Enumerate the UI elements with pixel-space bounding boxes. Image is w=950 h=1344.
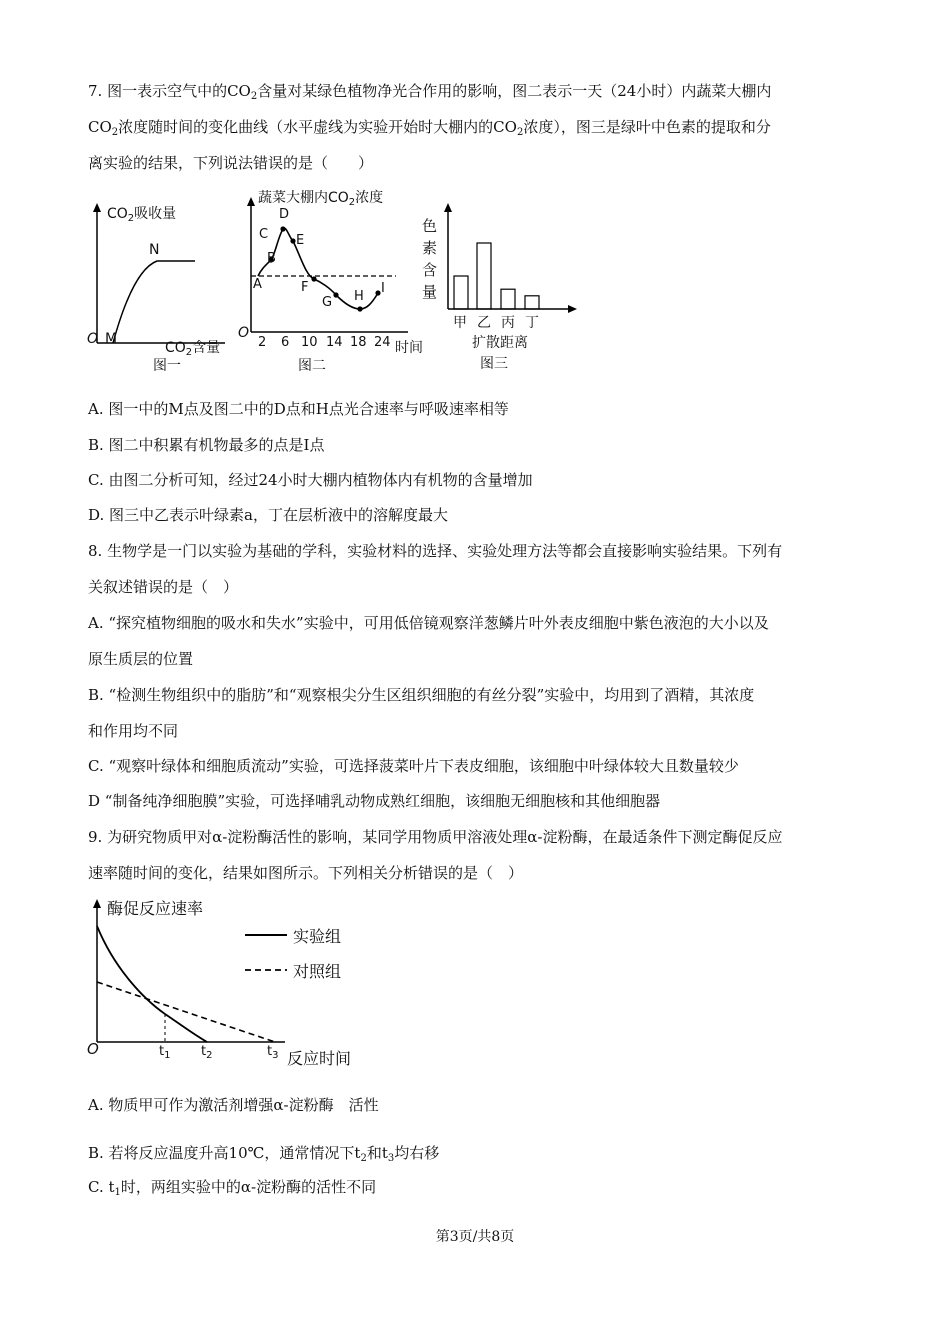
figure-3-ylabel-char: 含 [422,261,438,279]
figure-q9-origin: O [87,1040,99,1058]
figure-3-bar-label: 丁 [525,315,539,331]
q9-stem-line1: 9. 为研究物质甲对α-淀粉酶活性的影响，某同学用物质甲溶液处理α-淀粉酶，在最适条件下测定酶促反应 [88,828,783,846]
tick-t3: $t_3$ [267,1044,279,1061]
figure-2-point-e: E [296,233,305,248]
figure-3-bar [525,296,539,309]
legend-control-label: 对照组 [293,962,342,981]
figure-3-bar [501,289,515,309]
figure-2-point-i: I [381,281,385,296]
figure-2-point-f: F [301,280,309,295]
figure-3-bar-label: 乙 [477,315,491,331]
q9-option-c: C. $t_1$时，两组实验中的α-淀粉酶的活性不同 [88,1178,377,1198]
q7-stem-line2: $CO_2$浓度随时间的变化曲线（水平虚线为实验开始时大棚内的$CO_2$浓度），图三是绿叶中色素的提取和分 [88,118,771,138]
q8-stem-line1: 8. 生物学是一门以实验为基础的学科，实验材料的选择、实验处理方法等都会直接影响实验结果。下列有 [88,542,783,560]
figure-2-xtick: 14 [326,335,343,350]
figure-3-bar-label: 甲 [453,315,467,331]
q8-option-c: C. “观察叶绿体和细胞质流动”实验，可选择菠菜叶片下表皮细胞，该细胞中叶绿体较大且数量较少 [88,757,739,775]
q7-stem-line3: 离实验的结果，下列说法错误的是（ ） [88,154,374,172]
q9-option-a: A. 物质甲可作为激活剂增强α-淀粉酶 活性 [88,1096,379,1114]
legend-experiment-label: 实验组 [293,927,342,946]
figure-2-caption: 图二 [298,358,326,374]
figure-3-graphic [420,195,585,315]
q9-stem-line2: 速率随时间的变化，结果如图所示。下列相关分析错误的是（ ） [88,864,524,882]
figure-2-xlabel: 时间 [395,340,423,356]
figure-2-origin: O [238,325,250,341]
figure-1 [85,195,235,380]
figure-3-ylabel-char: 素 [422,239,438,257]
figure-3-caption: 图三 [480,356,508,372]
tick-t1: $t_1$ [159,1044,171,1061]
figure-q9 [85,890,375,1070]
q8-option-d: D “制备纯净细胞膜”实验，可选择哺乳动物成熟红细胞，该细胞无细胞核和其他细胞器 [88,792,661,810]
figure-1-xlabel: $CO_2$含量 [165,340,221,358]
figure-3-ylabel-char: 量 [422,283,438,301]
figure-2-xtick: 24 [374,335,391,350]
figure-q9-ylabel: 酶促反应速率 [107,899,204,918]
figure-3-xlabel: 扩散距离 [472,335,528,351]
q8-stem-line2: 关叙述错误的是（ ） [88,578,239,596]
q7-stem-line1: 7. 图一表示空气中的$CO_2$含量对某绿色植物净光合作用的影响，图二表示一天（24小时）内蔬菜大棚内 [88,82,772,102]
figure-3-bar-label: 丙 [501,315,515,331]
figure-3 [420,195,585,380]
experiment-curve [97,926,207,1042]
figure-3-bar [454,276,468,309]
figure-1-point-m: M [105,331,118,347]
figure-1-curve [113,261,195,343]
q8-option-a-line2: 原生质层的位置 [88,650,194,668]
figure-2-point-a: A [253,277,262,292]
figure-2-point-c: C [259,227,269,242]
figure-3-ylabel-char: 色 [422,217,438,235]
q7-option-c: C. 由图二分析可知，经过24小时大棚内植物体内有机物的含量增加 [88,471,533,489]
q9-option-b: B. 若将反应温度升高10℃，通常情况下$t_2$和$t_3$均右移 [88,1144,440,1164]
figure-2 [238,185,438,380]
q8-option-b-line1: B. “检测生物组织中的脂肪”和“观察根尖分生区组织细胞的有丝分裂”实验中，均用到了酒精，其浓度 [88,686,755,704]
figure-2-point-h: H [354,289,364,304]
page-footer: 第3页/共8页 [435,1229,515,1245]
figure-2-point-g: G [322,295,333,310]
q7-option-b: B. 图二中积累有机物最多的点是I点 [88,436,325,454]
figure-3-bar [477,243,491,309]
tick-t2: $t_2$ [201,1044,213,1061]
figure-1-origin: O [87,331,99,347]
control-curve [97,982,275,1042]
figure-1-ylabel: $CO_2$吸收量 [107,206,177,224]
figure-2-title: 蔬菜大棚内$CO_2$浓度 [258,190,384,208]
figure-2-point-b: B [267,251,276,266]
figure-2-xtick: 18 [350,335,367,350]
q8-option-b-line2: 和作用均不同 [88,722,179,740]
figure-2-xtick: 6 [281,335,290,350]
figure-q9-xlabel: 反应时间 [287,1049,352,1068]
figure-2-point-d: D [279,207,290,222]
figure-2-xtick: 2 [258,335,267,350]
figure-2-xtick: 10 [301,335,318,350]
q8-option-a-line1: A. “探究植物细胞的吸水和失水”实验中，可用低倍镜观察洋葱鳞片叶外表皮细胞中紫色液泡的大小以及 [88,614,769,632]
q7-option-a: A. 图一中的M点及图二中的D点和H点光合速率与呼吸速率相等 [88,400,509,418]
figure-1-point-n: N [149,242,160,258]
q7-option-d: D. 图三中乙表示叶绿素a，丁在层析液中的溶解度最大 [88,506,448,524]
figure-1-caption: 图一 [153,358,181,374]
